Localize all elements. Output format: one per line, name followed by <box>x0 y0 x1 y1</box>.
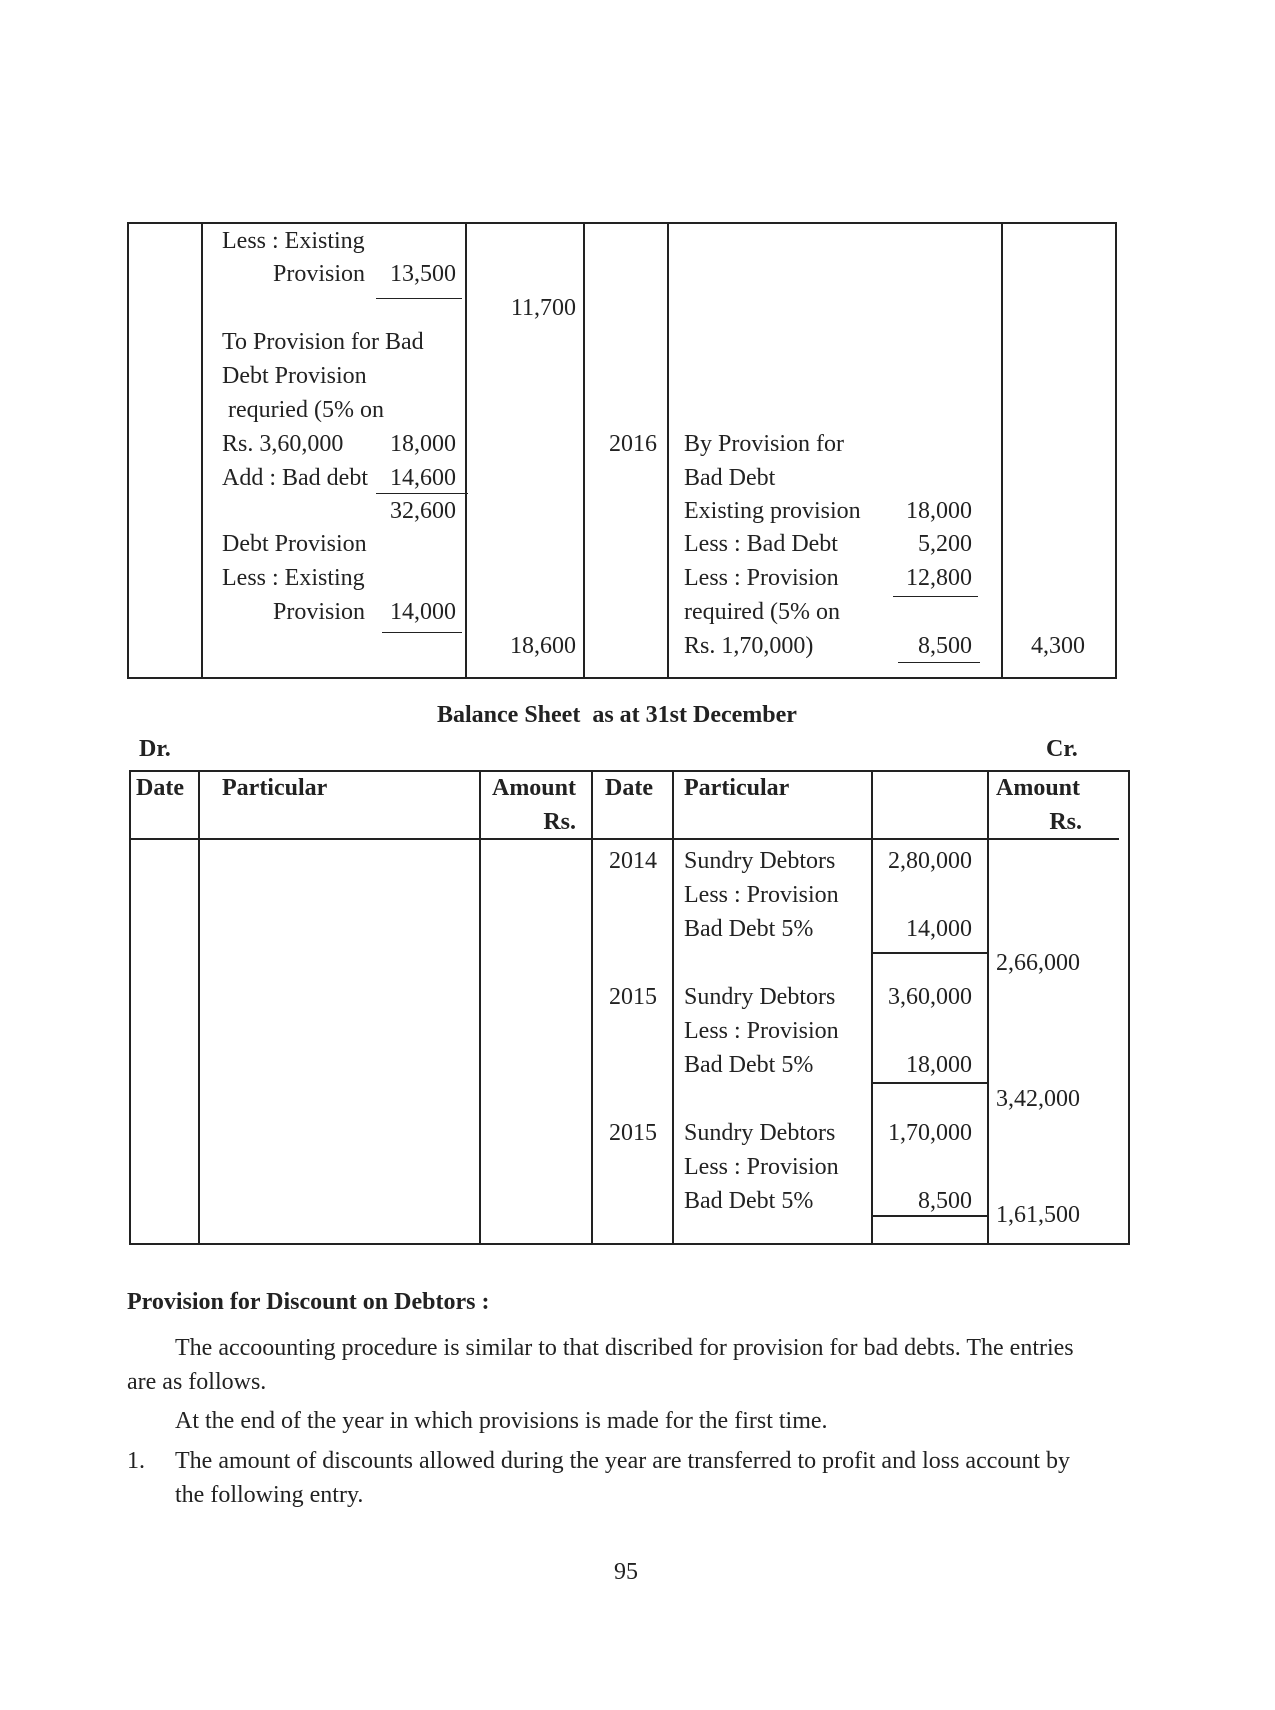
ledger-divider <box>1001 222 1003 679</box>
paragraph-line: The accoounting procedure is similar to that discribed for provision for bad debts. The entries <box>175 1335 1074 1361</box>
ledger-inner-amount: 14,600 <box>390 465 456 491</box>
row-date: 2014 <box>609 848 657 874</box>
row-total: 2,66,000 <box>996 950 1080 976</box>
ledger-text: Rs. 1,70,000) <box>684 633 814 659</box>
list-item-line: the following entry. <box>175 1482 364 1508</box>
header-rs-left: Rs. <box>543 809 576 835</box>
ledger-text: required (5% on <box>684 599 840 625</box>
ledger-inner-amount: 8,500 <box>918 633 972 659</box>
ledger-text: Debt Provision <box>222 363 367 389</box>
row-particular: Less : Provision <box>684 1018 839 1044</box>
row-inner-amount: 1,70,000 <box>888 1120 972 1146</box>
paragraph-line: At the end of the year in which provisions is made for the first time. <box>175 1408 828 1434</box>
ledger-inner-amount: 13,500 <box>390 261 456 287</box>
row-particular: Less : Provision <box>684 1154 839 1180</box>
ledger-text: Less : Bad Debt <box>684 531 838 557</box>
row-particular: Sundry Debtors <box>684 1120 836 1146</box>
row-subtotal-rule <box>871 952 987 954</box>
ledger-divider <box>465 222 467 679</box>
list-item-number: 1. <box>127 1448 145 1474</box>
row-total: 3,42,000 <box>996 1086 1080 1112</box>
underline <box>382 632 462 633</box>
ledger-inner-amount: 14,000 <box>390 599 456 625</box>
bs-divider <box>198 770 200 1245</box>
row-subtotal-rule <box>871 1082 987 1084</box>
ledger-amount: 4,300 <box>1031 633 1085 659</box>
row-particular: Less : Provision <box>684 882 839 908</box>
row-particular: Bad Debt 5% <box>684 916 814 942</box>
dr-label: Dr. <box>139 736 171 762</box>
row-date: 2015 <box>609 984 657 1010</box>
row-inner-amount: 18,000 <box>906 1052 972 1078</box>
ledger-text: Debt Provision <box>222 531 367 557</box>
ledger-inner-amount: 18,000 <box>906 498 972 524</box>
ledger-inner-amount: 5,200 <box>918 531 972 557</box>
list-item-line: The amount of discounts allowed during the year are transferred to profit and loss account by <box>175 1448 1071 1474</box>
header-amount-right: Amount <box>996 775 1081 801</box>
paragraph-line: are as follows. <box>127 1369 267 1395</box>
ledger-text: Less : Existing <box>222 565 365 591</box>
row-total: 1,61,500 <box>996 1202 1080 1228</box>
bs-divider <box>871 770 873 1245</box>
ledger-text: Provision <box>273 261 366 287</box>
ledger-text: Less : Provision <box>684 565 839 591</box>
ledger-text: Existing provision <box>684 498 861 524</box>
ledger-inner-amount: 12,800 <box>906 565 972 591</box>
underline <box>376 493 468 494</box>
ledger-text: requried (5% on <box>222 397 384 423</box>
ledger-amount: 11,700 <box>510 295 576 321</box>
bs-divider <box>479 770 481 1245</box>
row-inner-amount: 8,500 <box>918 1188 972 1214</box>
row-subtotal-rule <box>871 1215 987 1217</box>
header-date-left: Date <box>136 775 184 801</box>
bs-divider <box>591 770 593 1245</box>
row-particular: Sundry Debtors <box>684 984 836 1010</box>
header-particular-right: Particular <box>684 775 790 801</box>
bs-divider <box>672 770 674 1245</box>
underline <box>898 662 980 663</box>
header-amount-left: Amount <box>491 775 576 801</box>
ledger-text: To Provision for Bad <box>222 329 424 355</box>
ledger-text: By Provision for <box>684 431 845 457</box>
underline <box>376 298 462 299</box>
ledger-inner-amount: 18,000 <box>390 431 456 457</box>
balance-sheet-title: Balance Sheet as at 31st December <box>437 702 797 728</box>
row-date: 2015 <box>609 1120 657 1146</box>
row-particular: Bad Debt 5% <box>684 1188 814 1214</box>
ledger-date: 2016 <box>609 431 657 457</box>
ledger-divider <box>201 222 203 679</box>
ledger-divider <box>583 222 585 679</box>
ledger-text: Rs. 3,60,000 <box>222 431 344 457</box>
ledger-text: Provision <box>273 599 366 625</box>
ledger-amount: 18,600 <box>510 633 576 659</box>
underline <box>893 596 978 597</box>
row-inner-amount: 14,000 <box>906 916 972 942</box>
row-particular: Bad Debt 5% <box>684 1052 814 1078</box>
cr-label: Cr. <box>1046 736 1078 762</box>
row-particular: Sundry Debtors <box>684 848 836 874</box>
header-particular-left: Particular <box>222 775 328 801</box>
ledger-inner-amount: 32,600 <box>390 498 456 524</box>
row-inner-amount: 2,80,000 <box>888 848 972 874</box>
row-inner-amount: 3,60,000 <box>888 984 972 1010</box>
ledger-text: Bad Debt <box>684 465 776 491</box>
header-rs-right: Rs. <box>1049 809 1082 835</box>
bs-divider <box>987 770 989 1245</box>
header-rule <box>129 838 1119 840</box>
section-heading: Provision for Discount on Debtors : <box>127 1289 490 1315</box>
ledger-text: Less : Existing <box>222 228 365 254</box>
ledger-text: Add : Bad debt <box>222 465 368 491</box>
ledger-divider <box>667 222 669 679</box>
header-date-right: Date <box>605 775 653 801</box>
page-number: 95 <box>614 1559 638 1585</box>
